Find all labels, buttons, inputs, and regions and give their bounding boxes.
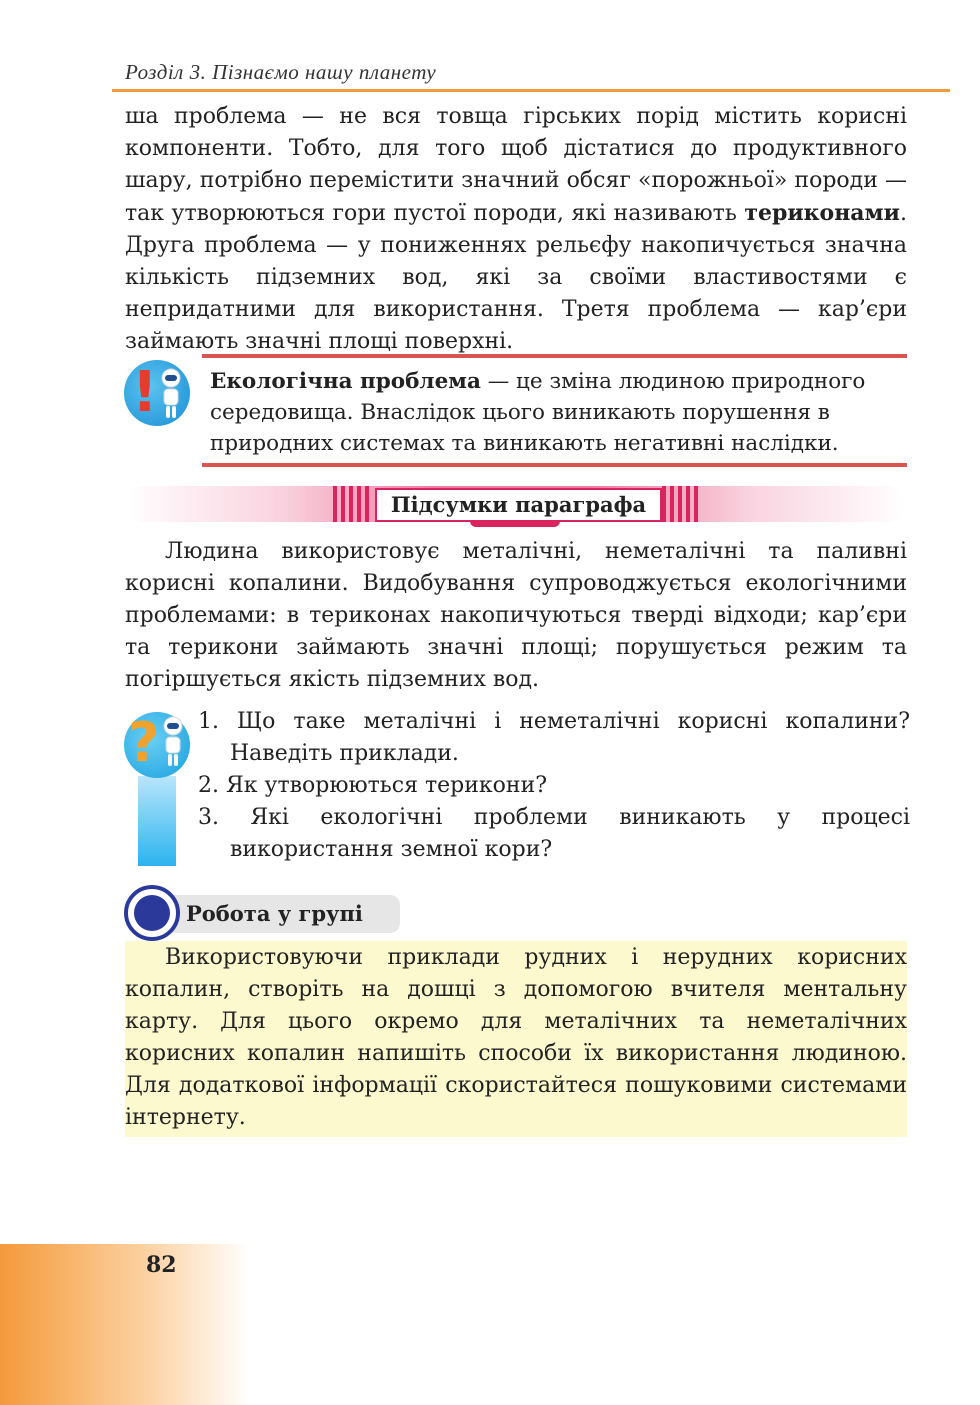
group-work-text: Використовуючи приклади рудних і нерудних корисних копалин, створіть на дошці з допомогою вчителя ментальну карту. Для цього окремо для металічних та неметалічних корисних копалин напишіть способи їх використання людиною. Для додаткової інформації скористайтеся пошуковими системами інтернету. (125, 945, 907, 1130)
summary-text: Людина використовує металічні, неметалічні та паливні корисні копалини. Видобування супроводжується екологічними проблемами: в териконах накопичуються тверді відходи; кар’єри та терикони займають значні площі; порушується режим та погіршується якість підземних вод. (125, 539, 907, 692)
question-item: 2. Як утворюються терикони? (198, 773, 548, 798)
exclamation-mark-icon: ! (132, 360, 158, 425)
group-work-heading: Робота у групі (186, 901, 363, 926)
paragraph-1 (125, 101, 907, 358)
question-mark-icon: ? (128, 711, 160, 774)
paragraph-1-part1: ша проблема — не вся товща гірських порід містить корисні компоненти. Тобто, для того щоб дістатися до продуктивного шару, потрібно перемістити значний обсяг «порожньої» породи — так утворюються гори пустої породи, які називають (125, 104, 907, 226)
summary-heading: Підсумки параграфа (375, 488, 662, 522)
definition-box (210, 366, 900, 459)
summary-tab (470, 521, 560, 527)
page-corner-decoration (0, 1244, 250, 1405)
questions-list (198, 706, 910, 866)
group-work-dot-icon (134, 895, 170, 931)
question-item: 3. Які екологічні проблеми виникають у процесі використання земної кори? (198, 805, 910, 862)
questions-sidebar (138, 776, 176, 866)
paragraph-1-part2: . Друга проблема — у пониженнях рельєфу накопичується значна кількість підземних вод, які за своїми властивостями є непридатними для використання. Третя проблема — кар’єри займають значні площі поверхні. (125, 201, 907, 354)
summary-stripes-right (662, 486, 702, 522)
robot-icon (160, 716, 186, 768)
definition-top-rule (202, 354, 907, 358)
chapter-header: Розділ 3. Пізнаємо нашу планету (125, 60, 437, 84)
header-rule (112, 89, 950, 92)
term-terykony: териконами (744, 200, 900, 226)
definition-text: — це зміна людиною природного середовища. Внаслідок цього виникають порушення в природних системах та виникають негативні наслідки. (210, 369, 866, 456)
page-number: 82 (146, 1252, 177, 1278)
summary-stripes-left (333, 486, 373, 522)
question-item: 1. Що таке металічні і неметалічні корисні копалини? Наведіть приклади. (198, 709, 910, 766)
definition-bottom-rule (202, 463, 907, 467)
definition-term: Екологічна проблема (210, 369, 481, 394)
robot-icon (158, 368, 184, 420)
